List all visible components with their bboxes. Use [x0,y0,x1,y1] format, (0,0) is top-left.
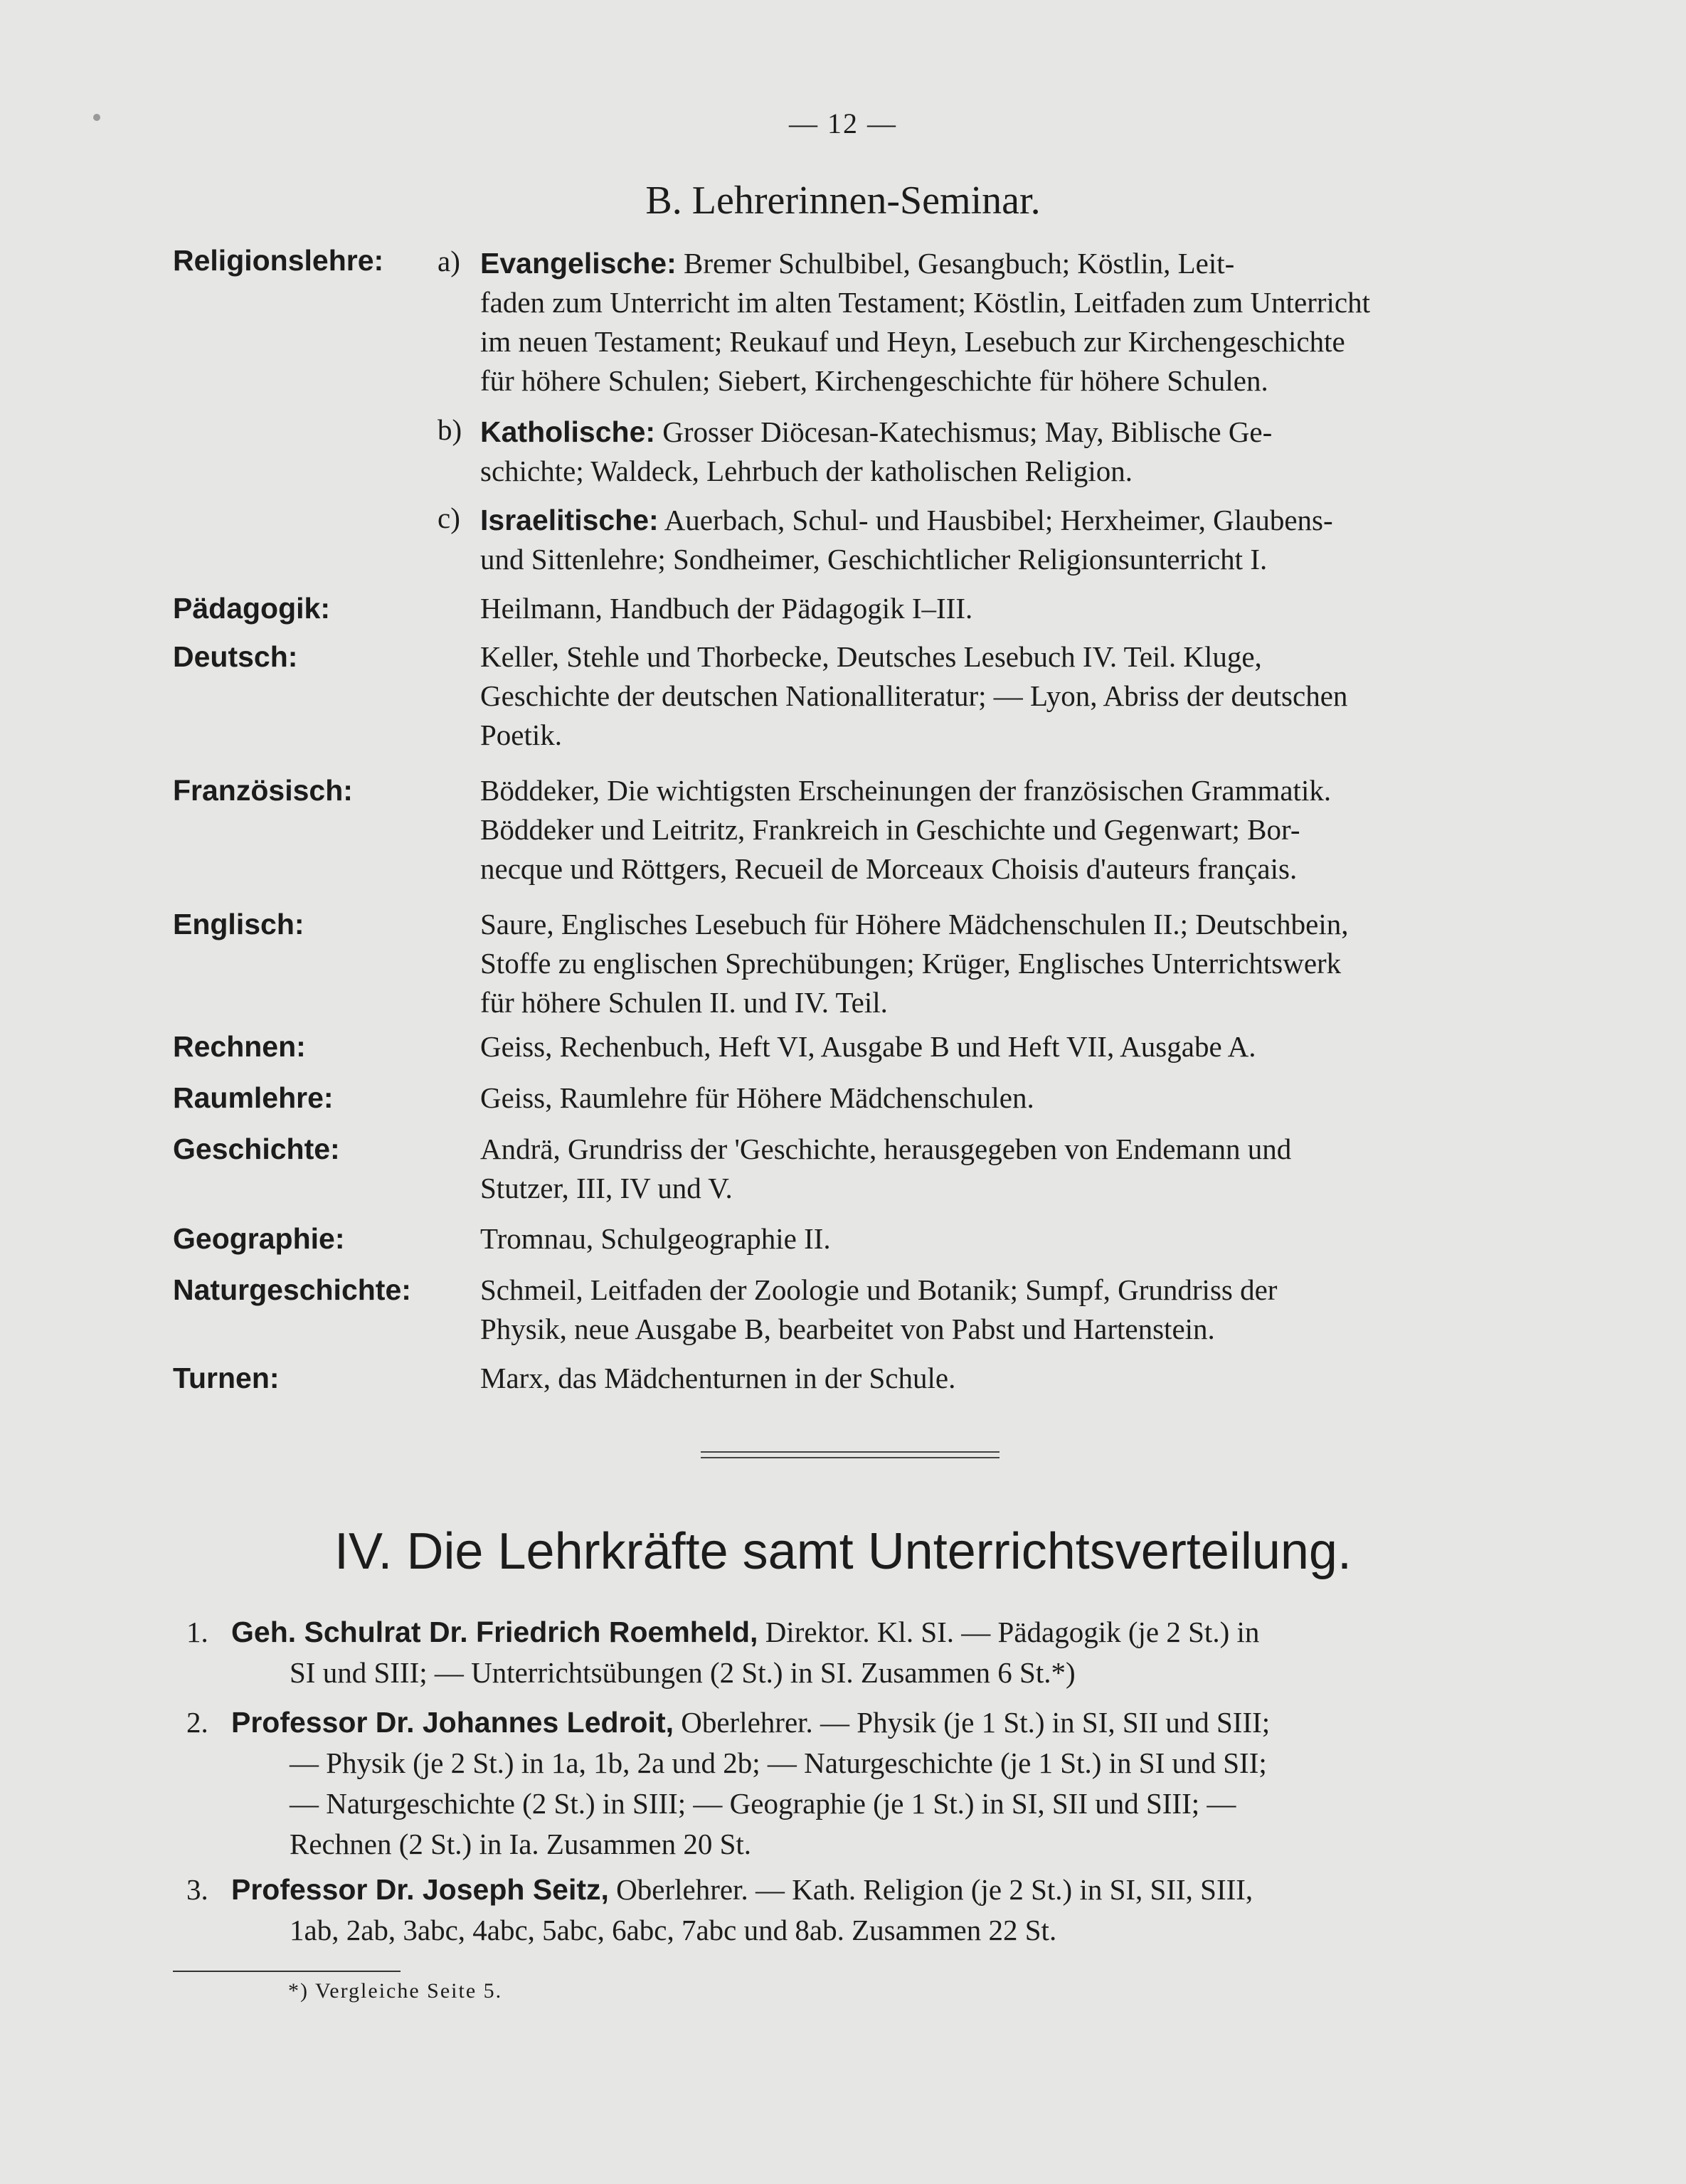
religion-c-label: c) [438,502,460,534]
religion-c-line: und Sittenlehre; Sondheimer, Geschichtlicher Religionsunterricht I. [480,543,1268,576]
religion-b-content [480,413,1522,491]
subject-deutsch: Deutsch: [173,640,298,673]
subject-geographie: Geographie: [173,1222,345,1255]
section-iv-title: IV. Die Lehrkräfte samt Unterrichtsverteilung. [334,1523,1352,1580]
teacher-entry: Professor Dr. Joseph Seitz, Oberlehrer. — Kath. Religion (je 2 St.) in SI, SII, SIII, 1ab, 2ab, 3abc, 4abc, 5abc, 6abc, 7abc und 8ab. Zusammen 22 St. [231,1873,1253,1946]
religion-b-label: b) [438,413,462,446]
religion-a-label: a) [438,245,460,277]
subject-naturgeschichte-content: Schmeil, Leitfaden der Zoologie und Botanik; Sumpf, Grundriss der Physik, neue Ausgabe B, bearbeitet von Pabst und Hartenstein. [480,1273,1278,1345]
religion-b-keyword: Katholische: [480,415,656,448]
teacher-name: Geh. Schulrat Dr. Friedrich Roemheld, [231,1616,758,1648]
religion-a-content [480,244,1522,401]
subject-naturgeschichte: Naturgeschichte: [173,1273,411,1306]
subject-raumlehre-content: Geiss, Raumlehre für Höhere Mädchenschulen. [480,1081,1034,1114]
subject-deutsch-content: Keller, Stehle und Thorbecke, Deutsches Lesebuch IV. Teil. Kluge, Geschichte der deutschen Nationalliteratur; — Lyon, Abriss der deutschen Poetik. [480,640,1348,751]
section-divider [701,1451,1000,1453]
subject-franzoesisch-content: Böddeker, Die wichtigsten Erscheinungen der französischen Grammatik. Böddeker und Leitritz, Frankreich in Geschichte und Gegenwart; Bor- necque und Röttgers, Recueil de Morceaux Choisis d'auteurs français. [480,774,1332,885]
religion-c-keyword: Israelitische: [480,504,659,536]
religion-c-content [480,501,1522,579]
section-title: B. Lehrerinnen-Seminar. [645,179,1041,223]
subject-englisch-content: Saure, Englisches Lesebuch für Höhere Mädchenschulen II.; Deutschbein, Stoffe zu englischen Sprechübungen; Krüger, Englisches Unterrichtswerk für höhere Schulen II. und IV. Teil. [480,908,1349,1019]
teacher-number: 2. [186,1706,208,1739]
teacher-number: 1. [186,1616,208,1648]
religion-a-line: Evangelische: Bremer Schulbibel, Gesangbuch; Köstlin, Leit- [480,247,1235,280]
subject-geschichte: Geschichte: [173,1133,340,1165]
religion-a-keyword: Evangelische: [480,247,677,280]
religion-a-line: im neuen Testament; Reukauf und Heyn, Lesebuch zur Kirchengeschichte [480,325,1345,358]
teacher-number: 3. [186,1873,208,1906]
subject-rechnen: Rechnen: [173,1030,306,1063]
religion-a-line: faden zum Unterricht im alten Testament; Köstlin, Leitfaden zum Unterricht [480,286,1371,319]
teacher-name: Professor Dr. Johannes Ledroit, [231,1706,674,1739]
subject-raumlehre: Raumlehre: [173,1081,334,1114]
subject-geographie-content: Tromnau, Schulgeographie II. [480,1222,831,1255]
religion-b-line: Katholische: Grosser Diöcesan-Katechismus; May, Biblische Ge- [480,415,1273,448]
religion-b-line: schichte; Waldeck, Lehrbuch der katholischen Religion. [480,455,1133,487]
subject-rechnen-content: Geiss, Rechenbuch, Heft VI, Ausgabe B und Heft VII, Ausgabe A. [480,1030,1256,1063]
subject-franzoesisch: Französisch: [173,774,353,807]
subject-paedagogik-content: Heilmann, Handbuch der Pädagogik I–III. [480,592,973,625]
teacher-entry: Professor Dr. Johannes Ledroit, Oberlehrer. — Physik (je 1 St.) in SI, SII und SIII; — Physik (je 2 St.) in 1a, 1b, 2a und 2b; — Naturgeschichte (je 1 St.) in SI und SII; — Naturgeschichte (2 St.) in SIII; — Geographie (je 1 St.) in SI, SII und SIII; — Rechnen (2 St.) in Ia. Zusammen 20 St. [231,1706,1271,1860]
subject-englisch: Englisch: [173,908,304,940]
subject-paedagogik: Pädagogik: [173,592,330,625]
subject-geschichte-content: Andrä, Grundriss der 'Geschichte, herausgegeben von Endemann und Stutzer, III, IV und V. [480,1133,1292,1204]
subject-religionslehre: Religionslehre: [173,244,384,277]
section-divider [701,1457,1000,1458]
subject-turnen: Turnen: [173,1362,280,1394]
religion-a-line: für höhere Schulen; Siebert, Kirchengeschichte für höhere Schulen. [480,364,1268,397]
teacher-entry: Geh. Schulrat Dr. Friedrich Roemheld, Direktor. Kl. SI. — Pädagogik (je 2 St.) in SI und SIII; — Unterrichtsübungen (2 St.) in SI. Zusammen 6 St.*) [231,1616,1260,1689]
religion-c-line: Israelitische: Auerbach, Schul- und Hausbibel; Herxheimer, Glaubens- [480,504,1333,536]
footnote: *) Vergleiche Seite 5. [288,1979,503,2003]
subject-turnen-content: Marx, das Mädchenturnen in der Schule. [480,1362,956,1394]
teacher-name: Professor Dr. Joseph Seitz, [231,1873,609,1906]
footnote-rule [173,1971,401,1972]
page-number: — 12 — [789,107,897,139]
